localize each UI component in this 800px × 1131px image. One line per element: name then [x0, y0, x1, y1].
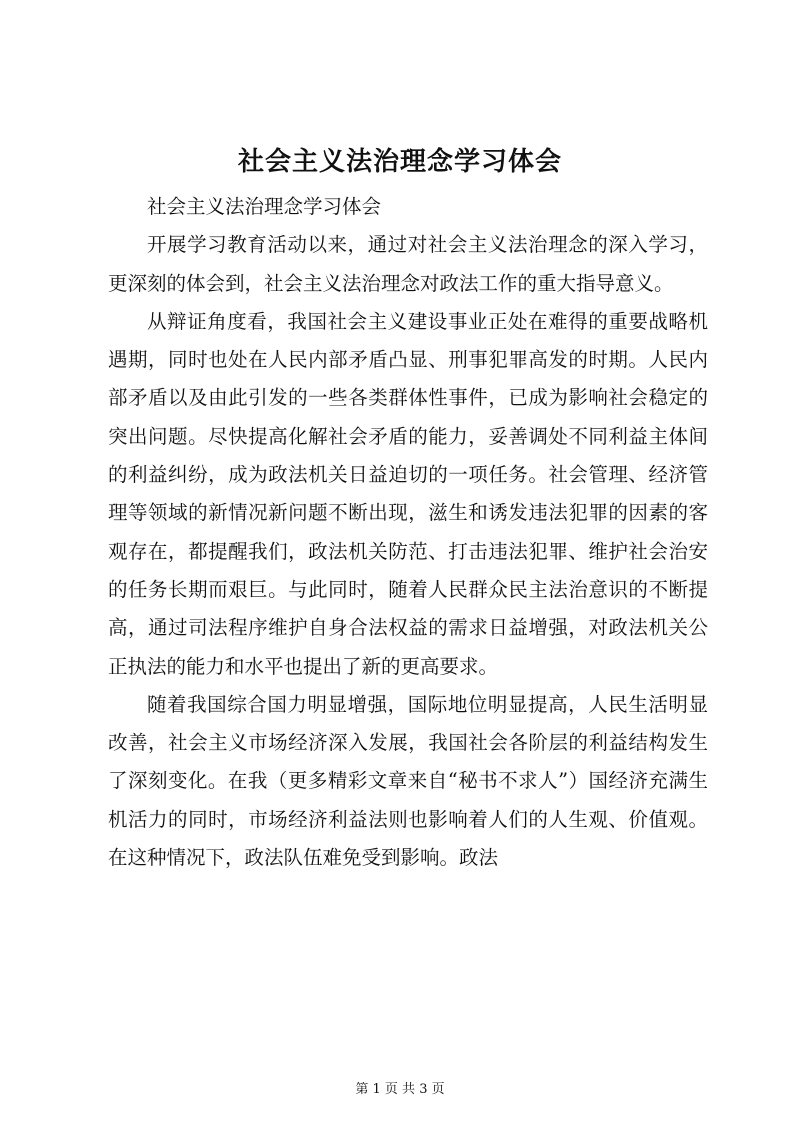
paragraph-dialectic: 从辩证角度看，我国社会主义建设事业正处在难得的重要战略机遇期，同时也处在人民内部矛盾凸显、刑事犯罪高发的时期。人民内部矛盾以及由此引发的一些各类群体性事件，已成为影响社会稳定的突出问题。尽快提高化解社会矛盾的能力，妥善调处不同利益主体间的利益纠纷，成为政法机关日益迫切的一项任务。社会管理、经济管理等领域的新情况新问题不断出现，滋生和诱发违法犯罪的因素的客观存在，都提醒我们，政法机关防范、打击违法犯罪、维护社会治安的任务长期而艰巨。与此同时，随着人民群众民主法治意识的不断提高，通过司法程序维护自身合法权益的需求日益增强，对政法机关公正执法的能力和水平也提出了新的更高要求。: [108, 309, 708, 678]
paragraph-intro: 开展学习教育活动以来，通过对社会主义法治理念的深入学习，更深刻的体会到，社会主义法治理念对政法工作的重大指导意义。: [108, 233, 708, 295]
document-body: [108, 188, 708, 877]
page-number-footer: 第 1 页 共 3 页: [355, 1082, 445, 1097]
document-title: 社会主义法治理念学习体会: [237, 147, 562, 177]
paragraph-subtitle: 社会主义法治理念学习体会: [147, 195, 382, 218]
paragraph-development: 随着我国综合国力明显增强，国际地位明显提高，人民生活明显改善，社会主义市场经济深入发展，我国社会各阶层的利益结构发生了深刻变化。在我（更多精彩文章来自“秘书不求人”）国经济充满生机活力的同时，市场经济利益法则也影响着人们的人生观、价值观。在这种情况下，政法队伍难免受到影响。政法: [108, 692, 708, 870]
